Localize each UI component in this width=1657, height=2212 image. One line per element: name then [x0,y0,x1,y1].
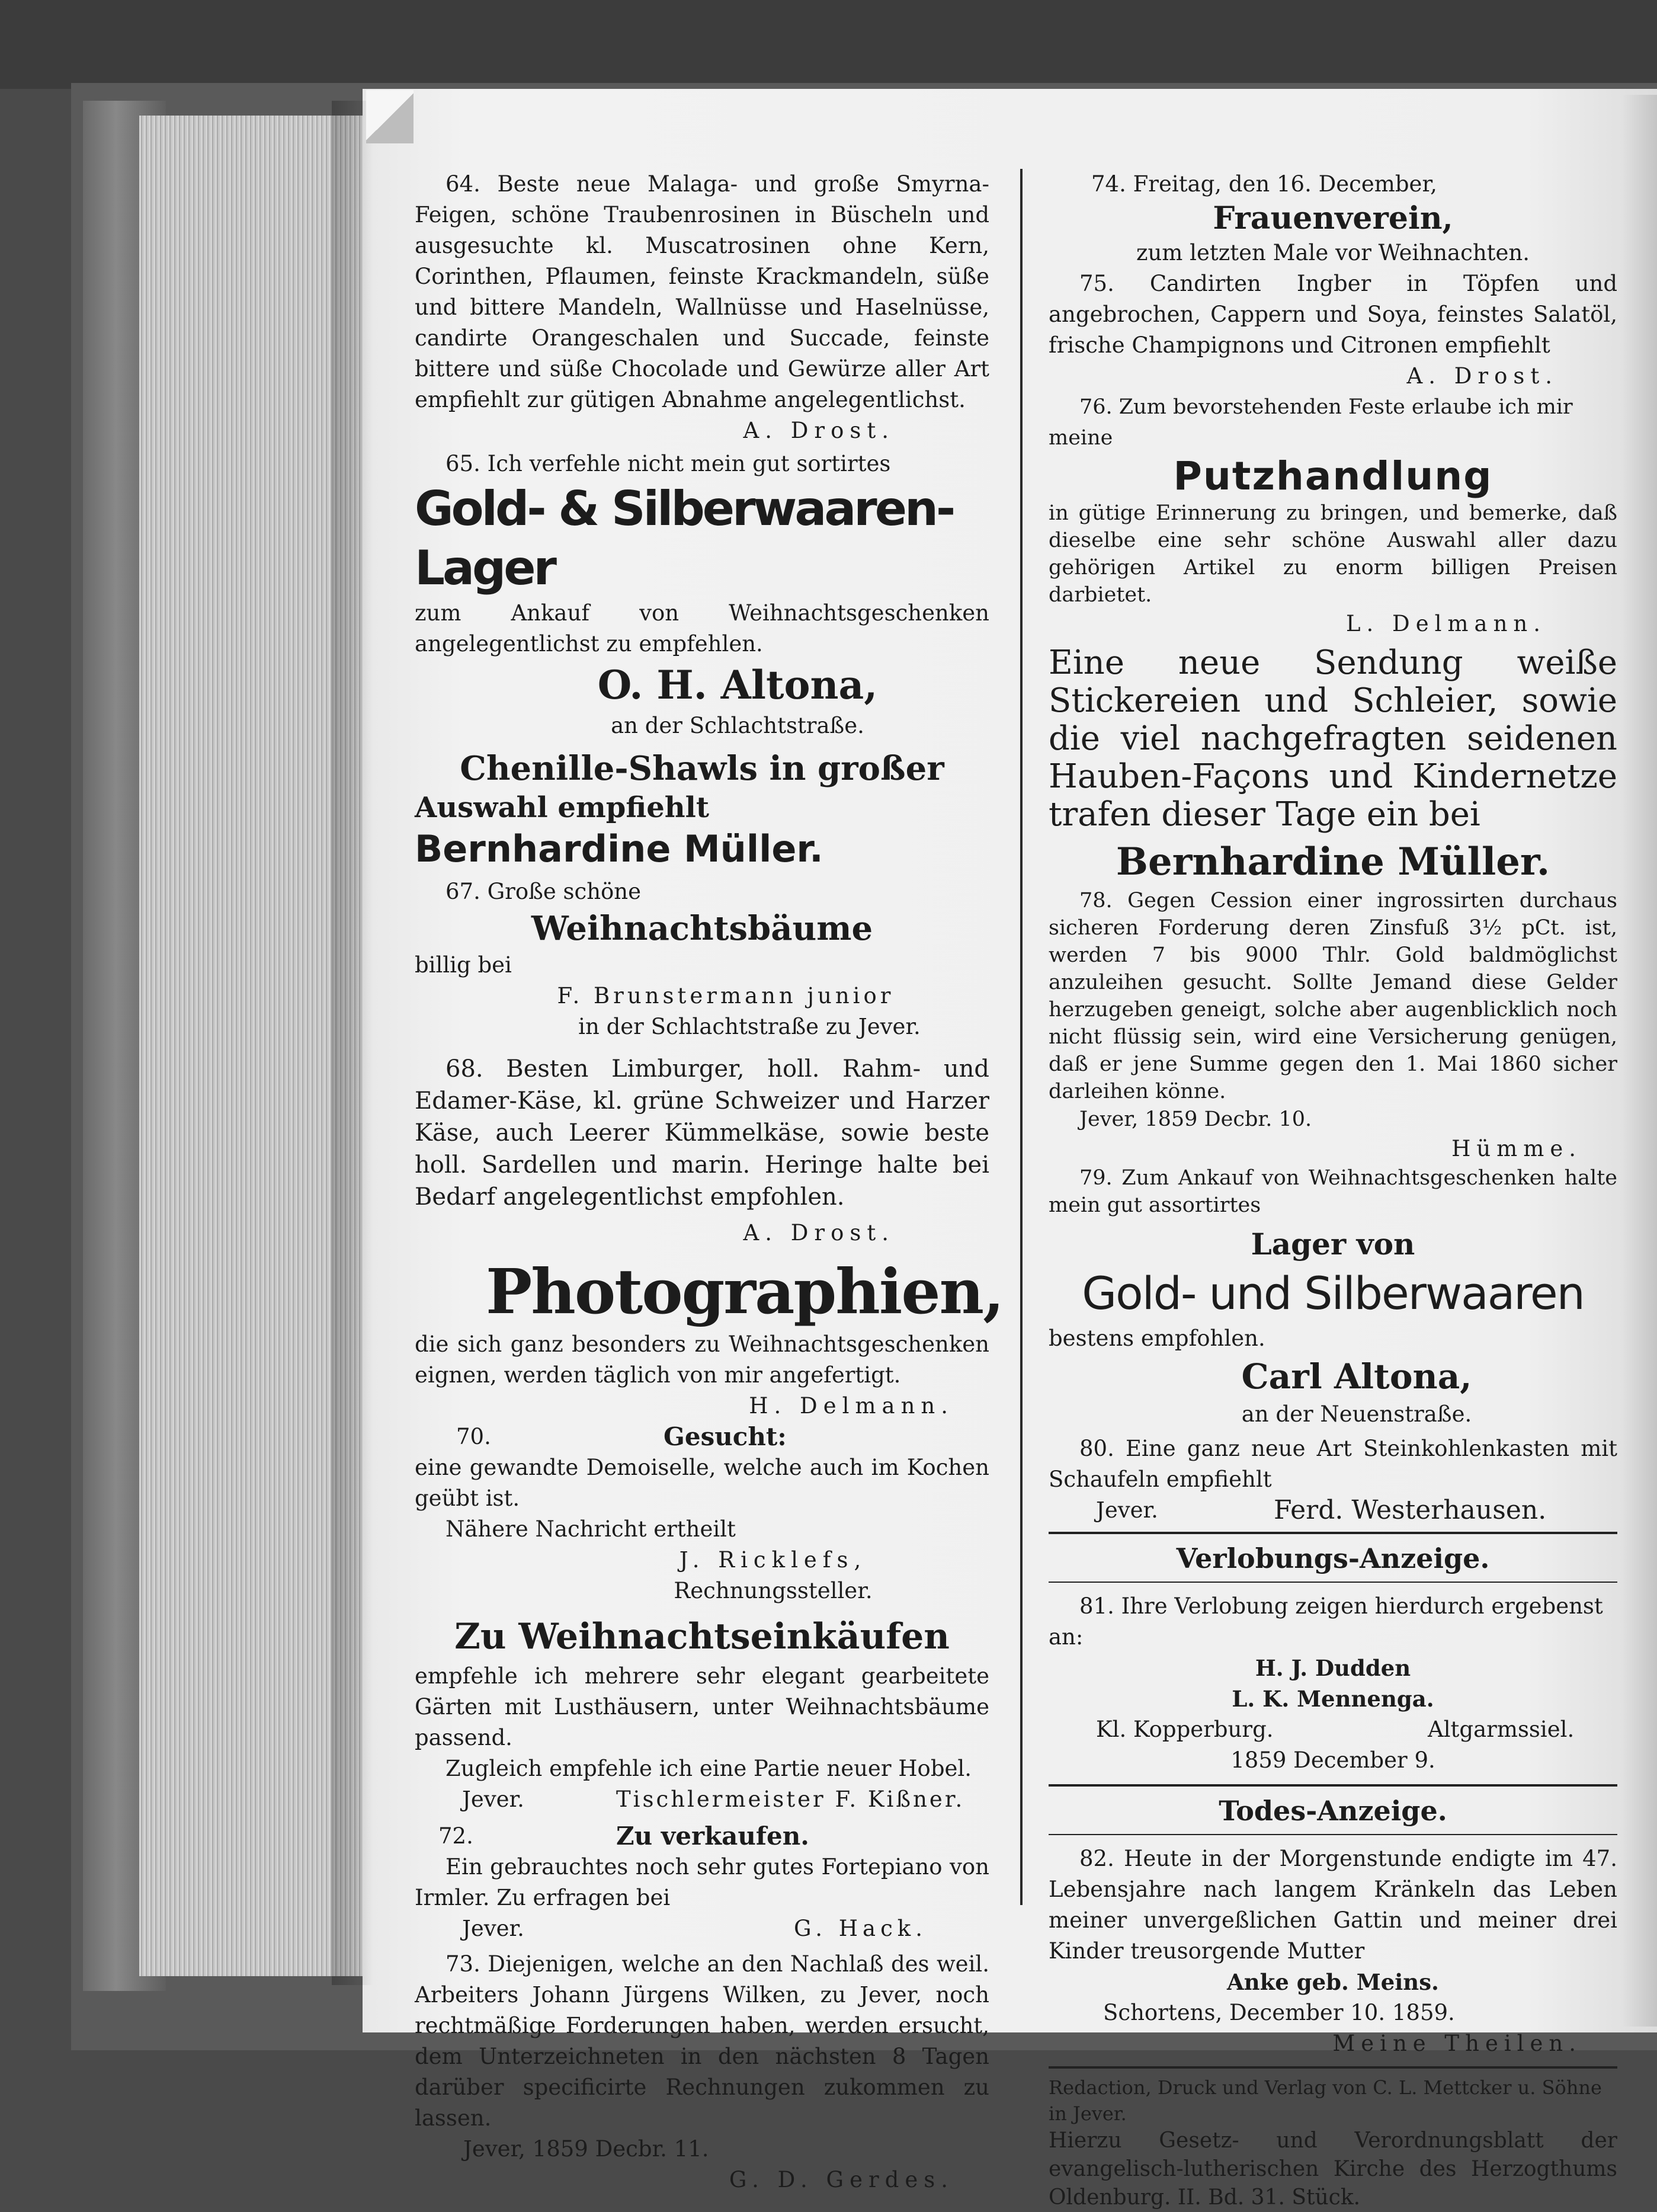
ad-65-address: an der Schlachtstraße. [611,713,864,738]
ad-79-heading-1: Lager von [1251,1227,1415,1262]
ad-66-line2: Auswahl empfiehlt [415,791,710,824]
ad-81-text: 81. Ihre Verlobung zeigen hierdurch ergebenst an: [1049,1593,1603,1650]
ad-69-heading: Photographien, [486,1255,1004,1328]
ad-65-name: O. H. Altona, [597,662,878,708]
ad-81-name-1: H. J. Dudden [1255,1655,1411,1681]
ad-74-text: zum letzten Male vor Weihnachten. [1136,240,1530,265]
ad-69-text: die sich ganz besonders zu Weihnachtsgeschenken eignen, werden täglich von mir angefertigt. [415,1331,989,1388]
column-divider [1020,169,1023,1905]
ad-82-signature: Meine Theilen. [1332,2031,1582,2056]
ad-75-signature: A. Drost. [1406,363,1558,389]
ad-72-signature: G. Hack. [794,1916,927,1941]
ad-70-number: 70. [456,1424,491,1449]
rule-todes-top [1049,1784,1617,1787]
ad-69-signature: H. Delmann. [749,1393,954,1419]
ad-78-signature: Hümme. [1451,1136,1582,1161]
rule-verlobung-top [1049,1532,1617,1534]
ad-76-intro: 76. Zum bevorstehenden Feste erlaube ich mir meine [1049,395,1573,450]
ad-73-signature: G. D. Gerdes. [729,2167,954,2192]
ad-79-name: Carl Altona, [1241,1356,1472,1397]
ad-78-date: Jever, 1859 Decbr. 10. [1079,1107,1312,1131]
ad-79-address: an der Neuenstraße. [1241,1401,1472,1427]
ad-66-name: Bernhardine Müller. [415,827,823,870]
ad-70-header [415,1422,989,1452]
imprint: Redaction, Druck und Verlag von C. L. Mettcker u. Söhne in Jever. [1049,2076,1602,2125]
right-column [1049,169,1617,2212]
ad-72-text: Ein gebrauchtes noch sehr gutes Fortepiano von Irmler. Zu erfragen bei [415,1854,989,1910]
ad-72-footer [415,1913,989,1944]
ad-67-intro: 67. Große schöne [446,879,642,904]
page-edges [139,116,364,1976]
ad-64-text: 64. Beste neue Malaga- und große Smyrna-Feigen, schöne Traubenrosinen in Büscheln und ausgesuchte kl. Muscatrosinen ohne Kern, Corinthen, Pflaumen, feinste Krackmandeln, süße und bittere Mandeln, Wallnüsse und Haselnüsse, candirte Orangeschalen und Succade, feinste bittere und süße Chocolade und Gewürze aller Art empfiehlt zur gütigen Abnahme angelegentlichst. [415,171,989,412]
ad-81-date: 1859 December 9. [1230,1747,1435,1773]
ad-76-signature: L. Delmann. [1345,611,1546,636]
ad-74-heading: Frauenverein, [1213,200,1453,236]
rule-footer [1049,2066,1617,2069]
ad-80-signature: Ferd. Westerhausen. [1274,1495,1547,1525]
ad-70-heading: Gesucht: [664,1422,787,1451]
ad-77-text: Eine neue Sendung weiße Stickereien und Schleier, sowie die viel nachgefragten seidenen Hauben-Façons und Kindernetze trafen dieser Tage ein bei [1049,644,1617,834]
ad-70-name: J. Ricklefs, [679,1547,867,1573]
ad-74-line: 74. Freitag, den 16. December, [1091,171,1437,197]
ad-68-signature: A. Drost. [743,1220,895,1246]
ad-81-place-2: Altgarmssiel. [1428,1717,1575,1742]
ad-71-place: Jever. [462,1787,524,1812]
ad-72-heading: Zu verkaufen. [616,1822,809,1851]
ad-72-place: Jever. [462,1916,524,1941]
ad-79-intro: 79. Zum Ankauf von Weihnachtsgeschenken halte mein gut assortirtes [1049,1166,1617,1217]
ad-76-text: in gütige Erinnerung zu bringen, und bemerke, daß dieselbe eine sehr schöne Auswahl aller dazu gehörigen Artikel zu enorm billigen Preisen darbietet. [1049,501,1617,607]
ad-71-footer [415,1784,989,1815]
ad-72-number: 72. [438,1823,473,1849]
ad-81-name-2: L. K. Mennenga. [1232,1686,1434,1712]
rule-todes-bottom [1049,1834,1617,1835]
ad-79-heading-2: Gold- und Silberwaaren [1082,1267,1584,1320]
todes-heading: Todes-Anzeige. [1219,1795,1447,1827]
ad-76-heading: Putzhandlung [1173,453,1493,499]
rule-verlobung-bottom [1049,1582,1617,1583]
supplement-note: Hierzu Gesetz- und Verordnungsblatt der evangelisch-lutherischen Kirche des Herzogthums Oldenburg. II. Bd. 31. Stück. [1049,2128,1617,2210]
ad-82-name: Anke geb. Meins. [1227,1969,1439,1995]
ad-71-signature: Tischlermeister F. Kißner. [616,1787,965,1812]
background [0,0,1657,89]
ad-72-header [415,1821,989,1852]
ad-70-role: Rechnungssteller. [674,1578,873,1603]
left-column [415,169,1004,2195]
ad-71-text: empfehle ich mehrere sehr elegant gearbeitete Gärten mit Lusthäusern, unter Weihnachtsbäume passend. [415,1663,989,1750]
ad-73-date: Jever, 1859 Decbr. 11. [463,2136,709,2162]
ad-80-footer [1049,1495,1617,1526]
ad-70-more: Nähere Nachricht ertheilt [446,1516,736,1542]
ad-82-date: Schortens, December 10. 1859. [1103,2000,1455,2025]
ad-80-text: 80. Eine ganz neue Art Steinkohlenkasten mit Schaufeln empfiehlt [1049,1436,1617,1492]
folded-corner [366,90,414,143]
ad-71-heading: Zu Weihnachtseinkäufen [454,1616,950,1657]
ad-65-text: zum Ankauf von Weihnachtsgeschenken angelegentlichst zu empfehlen. [415,600,989,657]
spine-shadow [332,101,373,1985]
ad-65-intro: 65. Ich verfehle nicht mein gut sortirtes [446,451,891,476]
ad-67-address: in der Schlachtstraße zu Jever. [578,1014,921,1039]
ad-82-text: 82. Heute in der Morgenstunde endigte im 47. Lebensjahre nach langem Kränkeln das Leben meiner unvergeßlichen Gattin und meiner drei Kinder treusorgende Mutter [1049,1846,1617,1964]
ad-67-heading: Weihnachtsbäume [531,909,873,948]
ad-75-text: 75. Candirten Ingber in Töpfen und angebrochen, Cappern und Soya, feinstes Salatöl, frische Champignons und Citronen empfiehlt [1049,271,1617,358]
ad-78-text: 78. Gegen Cession einer ingrossirten durchaus sicheren Forderung deren Zinsfuß 3½ pCt. ist, werden 7 bis 9000 Thlr. Gold baldmöglichst anzuleihen gesucht. Sollte Jemand diese Gelder herzugeben geneigt, solche aber augenblicklich noch nicht flüssig sein, wird eine Versicherung genügen, daß er jene Summe gegen den 1. Mai 1860 sicher darleihen könne. [1049,889,1617,1103]
ad-81-places [1049,1714,1617,1745]
ad-66-line1: Chenille-Shawls in großer [460,749,944,788]
ad-64-signature: A. Drost. [743,418,895,443]
ad-71-text2: Zugleich empfehle ich eine Partie neuer Hobel. [446,1756,972,1781]
ad-73-text: 73. Diejenigen, welche an den Nachlaß des weil. Arbeiters Johann Jürgens Wilken, zu Jever, noch rechtmäßige Forderungen haben, werden ersucht, dem Unterzeichneten in den nächsten 8 Tagen darüber specificirte Rechnungen zukommen zu lassen. [415,1951,989,2131]
page-edge-right [1623,95,1657,2027]
ad-79-text: bestens empfohlen. [1049,1326,1265,1351]
ad-80-place: Jever. [1096,1497,1158,1523]
ad-65-heading: Gold- & Silberwaaren-Lager [415,481,954,596]
ad-81-place-1: Kl. Kopperburg. [1096,1717,1274,1742]
ad-67-text: billig bei [415,952,512,978]
verlobung-heading: Verlobungs-Anzeige. [1176,1542,1490,1574]
ad-77-name: Bernhardine Müller. [1116,840,1550,884]
ad-68-text: 68. Besten Limburger, holl. Rahm- und Edamer-Käse, kl. grüne Schweizer und Harzer Käse, auch Leerer Kümmelkäse, sowie beste holl. Sardellen und marin. Heringe halte bei Bedarf angelegentlichst empfohlen. [415,1055,989,1211]
ad-70-text: eine gewandte Demoiselle, welche auch im Kochen geübt ist. [415,1455,989,1511]
ad-67-name: F. Brunstermann junior [557,983,895,1009]
